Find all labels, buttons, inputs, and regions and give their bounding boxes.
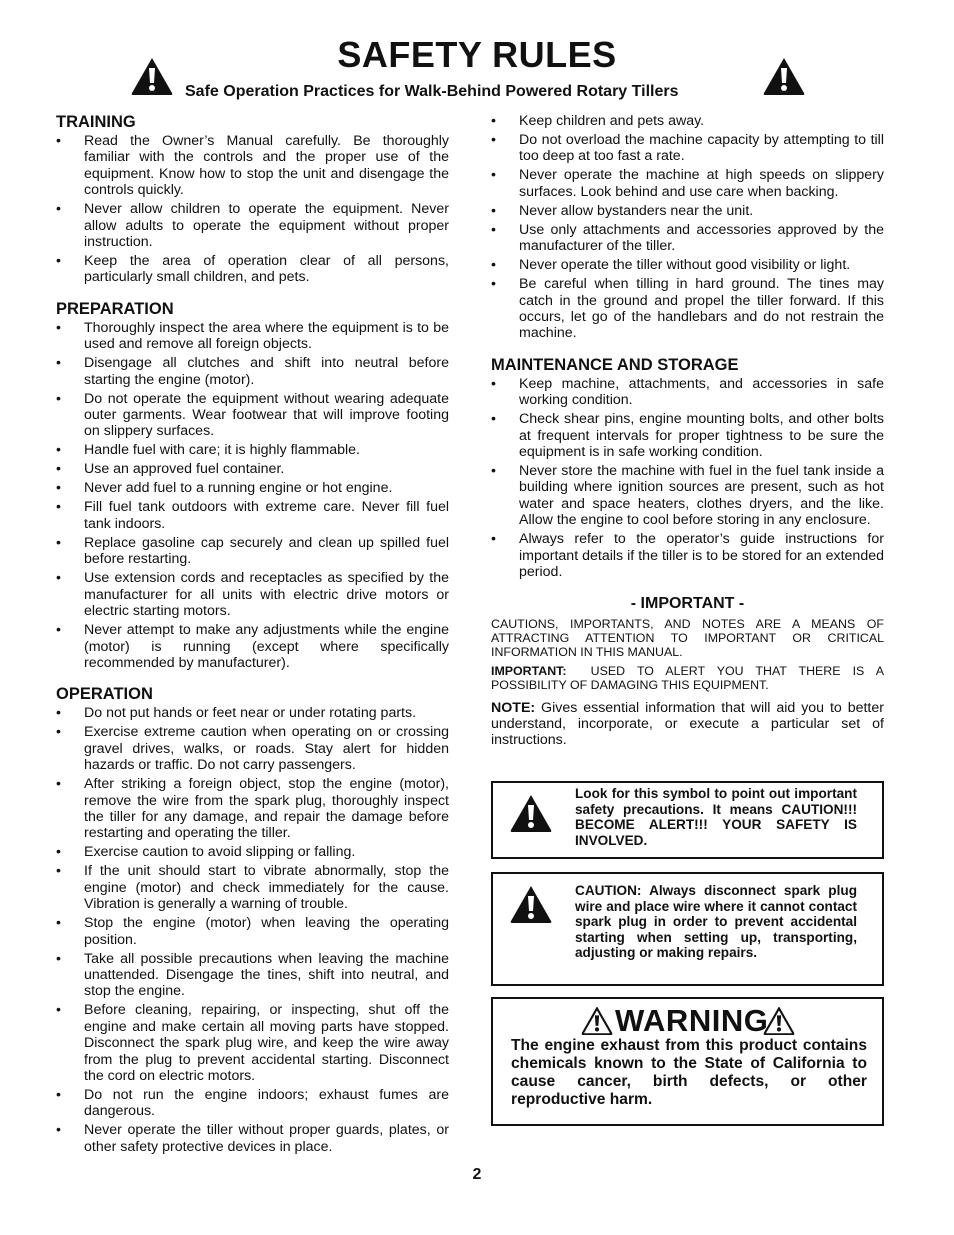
- warning-triangle-icon: [762, 56, 806, 96]
- list-item: • Read the Owner’s Manual carefully. Be thoroughly familiar with the controls and the proper use of the equipment. Know how to stop the unit and disengage the controls quickly.: [56, 133, 449, 199]
- list-item: • Before cleaning, repairing, or inspecting, shut off the engine and make certain all moving parts have stopped. Disconnect the spark plug wire, and keep the wire away from the plug to prevent accidental starting. Disconnect the cord on electric motors.: [56, 1002, 449, 1084]
- warning-box: [491, 997, 884, 1126]
- list-item: • Keep the area of operation clear of all persons, particularly small children, and pets.: [56, 253, 449, 286]
- list-item: • Use extension cords and receptacles as specified by the manufacturer for all units with electric drive motors or electric starting motors.: [56, 570, 449, 619]
- symbol-box-text: Look for this symbol to point out important safety precautions. It means CAUTION!!! BECOME ALERT!!! YOUR SAFETY IS INVOLVED.: [575, 786, 857, 848]
- maintenance-list: [491, 376, 884, 581]
- training-heading: TRAINING: [56, 113, 136, 131]
- list-item: • After striking a foreign object, stop the engine (motor), remove the wire from the spark plug, thoroughly inspect the tiller for any damage, and repair the damage before restarting and operating the tiller.: [56, 776, 449, 842]
- preparation-section: [56, 300, 449, 671]
- list-item: • Never operate the tiller without good visibility or light.: [491, 257, 884, 273]
- preparation-list: [56, 320, 449, 671]
- list-item: • Do not run the engine indoors; exhaust fumes are dangerous.: [56, 1087, 449, 1120]
- list-item: • Take all possible precautions when leaving the machine unattended. Disengage the tines, shift into neutral, and stop the engine.: [56, 951, 449, 1000]
- subtitle-row: [0, 78, 954, 110]
- list-item: • Use an approved fuel container.: [56, 461, 449, 477]
- list-item: • Keep children and pets away.: [491, 113, 884, 129]
- list-item: • Never operate the machine at high speeds on slippery surfaces. Look behind and use care when backing.: [491, 167, 884, 200]
- list-item: • Do not put hands or feet near or under rotating parts.: [56, 705, 449, 721]
- list-item: • Exercise caution to avoid slipping or falling.: [56, 844, 449, 860]
- caution-box: [491, 872, 884, 986]
- left-column: [56, 113, 449, 1169]
- important-text: CAUTIONS, IMPORTANTS, AND NOTES ARE A MEANS OF ATTRACTING ATTENTION TO IMPORTANT OR CRITICAL INFORMATION IN THIS MANUAL.: [491, 616, 884, 659]
- warning-title-row: [493, 1001, 882, 1041]
- right-column: [491, 113, 884, 749]
- training-list: [56, 133, 449, 286]
- note-definition: [491, 700, 884, 749]
- maintenance-section: [491, 356, 884, 581]
- list-item: • If the unit should start to vibrate abnormally, stop the engine (motor) and check immediately for the cause. Vibration is generally a warning of trouble.: [56, 863, 449, 912]
- operation-continued-section: [491, 113, 884, 342]
- list-item: • Never allow bystanders near the unit.: [491, 203, 884, 219]
- caution-box-text: CAUTION: Always disconnect spark plug wire and place wire where it cannot contact spark plug in order to prevent accidental starting when setting up, transporting, adjusting or making repairs.: [575, 883, 857, 961]
- list-item: • Handle fuel with care; it is highly flammable.: [56, 442, 449, 458]
- list-item: • Always refer to the operator’s guide instructions for important details if the tiller is to be stored for an extended period.: [491, 531, 884, 580]
- operation-list: [56, 705, 449, 1155]
- list-item: • Thoroughly inspect the area where the equipment is to be used and remove all foreign objects.: [56, 320, 449, 353]
- training-section: [56, 113, 449, 286]
- operation-heading: OPERATION: [56, 685, 153, 704]
- list-item: • Be careful when tilling in hard ground. The tines may catch in the ground and propel the tiller forward. If this occurs, let go of the handlebars and do not restrain the machine.: [491, 276, 884, 342]
- list-item: • Never operate the tiller without proper guards, plates, or other safety protective devices in place.: [56, 1122, 449, 1155]
- note-text: Gives essential information that will aid you to better understand, incorporate, or execute a particular set of instructions.: [491, 699, 884, 749]
- note-label: NOTE:: [491, 699, 536, 716]
- warning-triangle-icon: [130, 56, 174, 96]
- list-item: • Never allow children to operate the equipment. Never allow adults to operate the equipment without proper instruction.: [56, 201, 449, 250]
- important-heading: - IMPORTANT -: [630, 594, 745, 612]
- page-number: 2: [472, 1166, 482, 1183]
- warning-triangle-icon: [581, 1007, 613, 1035]
- operation-section: [56, 685, 449, 1155]
- warning-triangle-icon: [763, 1007, 795, 1035]
- list-item: • Never attempt to make any adjustments while the engine (motor) is running (except where specifically recommended by manufacturer).: [56, 622, 449, 671]
- page-subtitle: Safe Operation Practices for Walk-Behind Powered Rotary Tillers: [185, 83, 679, 100]
- list-item: • Use only attachments and accessories approved by the manufacturer of the tiller.: [491, 222, 884, 255]
- list-item: • Check shear pins, engine mounting bolts, and other bolts at frequent intervals for proper tightness to be sure the equipment is in safe working condition.: [491, 411, 884, 460]
- maintenance-heading: MAINTENANCE AND STORAGE: [491, 355, 739, 374]
- list-item: • Stop the engine (motor) when leaving the operating position.: [56, 915, 449, 948]
- list-item: • Fill fuel tank outdoors with extreme care. Never fill fuel tank indoors.: [56, 499, 449, 532]
- list-item: • Do not overload the machine capacity by attempting to till too deep at too fast a rate.: [491, 132, 884, 165]
- important-label: IMPORTANT:: [491, 663, 567, 678]
- list-item: • Exercise extreme caution when operating on or crossing gravel drives, walks, or roads. Stay alert for hidden hazards or traffic. Do not carry passengers.: [56, 724, 449, 773]
- list-item: • Replace gasoline cap securely and clean up spilled fuel before restarting.: [56, 535, 449, 568]
- symbol-box: [491, 781, 884, 859]
- list-item: • Never add fuel to a running engine or hot engine.: [56, 480, 449, 496]
- warning-triangle-icon: [509, 793, 553, 833]
- important-definition: [491, 664, 884, 692]
- warning-text: The engine exhaust from this product contains chemicals known to the State of California to cause cancer, birth defects, or other reproductive harm.: [511, 1037, 867, 1108]
- page-title: SAFETY RULES: [337, 34, 617, 75]
- warning-triangle-icon: [509, 884, 553, 924]
- preparation-heading: PREPARATION: [56, 299, 174, 318]
- important-section: [491, 595, 884, 749]
- warning-title: WARNING: [615, 1003, 769, 1038]
- list-item: • Do not operate the equipment without wearing adequate outer garments. Wear footwear that will improve footing on slippery surfaces.: [56, 391, 449, 440]
- important-definition-text: USED TO ALERT YOU THAT THERE IS A POSSIBILITY OF DAMAGING THIS EQUIPMENT.: [491, 663, 884, 692]
- list-item: • Disengage all clutches and shift into neutral before starting the engine (motor).: [56, 355, 449, 388]
- list-item: • Keep machine, attachments, and accessories in safe working condition.: [491, 376, 884, 409]
- operation-continued-list: [491, 113, 884, 342]
- list-item: • Never store the machine with fuel in the fuel tank inside a building where ignition sources are present, such as hot water and space heaters, clothes dryers, and the like. Allow the engine to cool before storing in any enclosure.: [491, 463, 884, 529]
